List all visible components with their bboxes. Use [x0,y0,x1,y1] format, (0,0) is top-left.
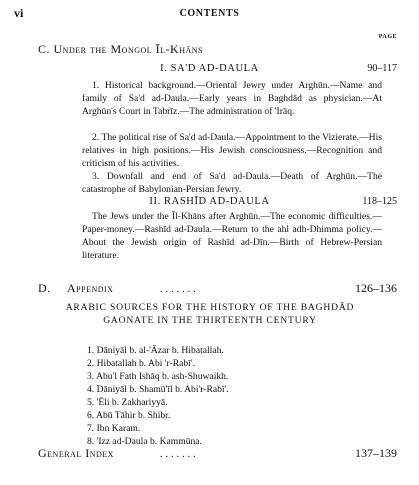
sub1-heading: I. SA'D AD-DAULA [160,63,259,74]
appendix-page-range: 126–136 [355,281,397,295]
sub1-para-1: 1. Historical background.—Oriental Jewry under Arghūn.—Name and family of Sa'd ad-Daula.—Early years in Baghdād as physician.—At Arghūn's Court in Tabrīz.—The administration of 'Irāq. [82,80,382,117]
page-column-label: PAGE [378,34,397,40]
section-d-letter: D. [38,281,51,295]
sub1-page-range: 90–117 [367,63,397,74]
list-item: 2. Hibatallah b. Abi 'r-Rabī'. [87,358,195,369]
sub2-para: The Jews under the Īl-Khāns after Arghūn.—The economic difficulties.—Paper-money.—Rashīd ad-Daula.—Return to the ahl adh-Dhimma policy.—About the Jewish origin of Rashīd ad-Dīn.—Birth of Hebrew-Persian literature. [82,211,382,261]
list-item: 3. Abu'l Fath Ishāq b. ash-Shuwaikh. [87,371,229,382]
list-item: 1. Dāniyāl b. al-'Āzar b. Hibatallah. [87,345,224,356]
general-index-leader-dots: . . . . . . . [160,448,196,460]
list-item: 7. Ibn Karam. [87,423,141,434]
sub2-heading: II. RASHĪD AD-DAULA [149,196,270,207]
appendix-sources-heading: ARABIC SOURCES FOR THE HISTORY OF THE BAGHDĀD GAONATE IN THE THIRTEENTH CENTURY [65,302,355,326]
general-index-page-range: 137–139 [355,446,397,460]
list-item: 5. 'Ēli b. Zakhariyyā. [87,397,168,408]
running-head: CONTENTS [179,8,240,19]
sub1-para-3: 3. Downfall and end of Sa'd ad-Daula.—Death of Arghūn.—The catastrophe of Babylonian-Persian Jewry. [82,171,382,195]
appendix-title: Appendix [67,281,114,295]
list-item: 8. 'Izz ad-Daula b. Kammūna. [87,436,202,447]
section-c-title: C. Under the Mongol Īl-Khāns [38,42,203,56]
appendix-source-list [87,344,229,448]
sub1-para-2: 2. The political rise of Sa'd ad-Daula.—Appointment to the Vizierate.—His relatives in high positions.—His Jewish consciousness.—Recognition and criticism of his activities. [82,132,382,169]
list-item: 4. Dāniyāl b. Shamū'īl b. Abi'r-Rabī'. [87,384,229,395]
general-index-title: General Index [38,446,114,460]
page-folio: vi [14,6,24,20]
list-item: 6. Abū Tāhir b. Shibr. [87,410,171,421]
appendix-leader-dots: . . . . . . . [160,283,196,295]
sub2-page-range: 118–125 [362,196,397,207]
